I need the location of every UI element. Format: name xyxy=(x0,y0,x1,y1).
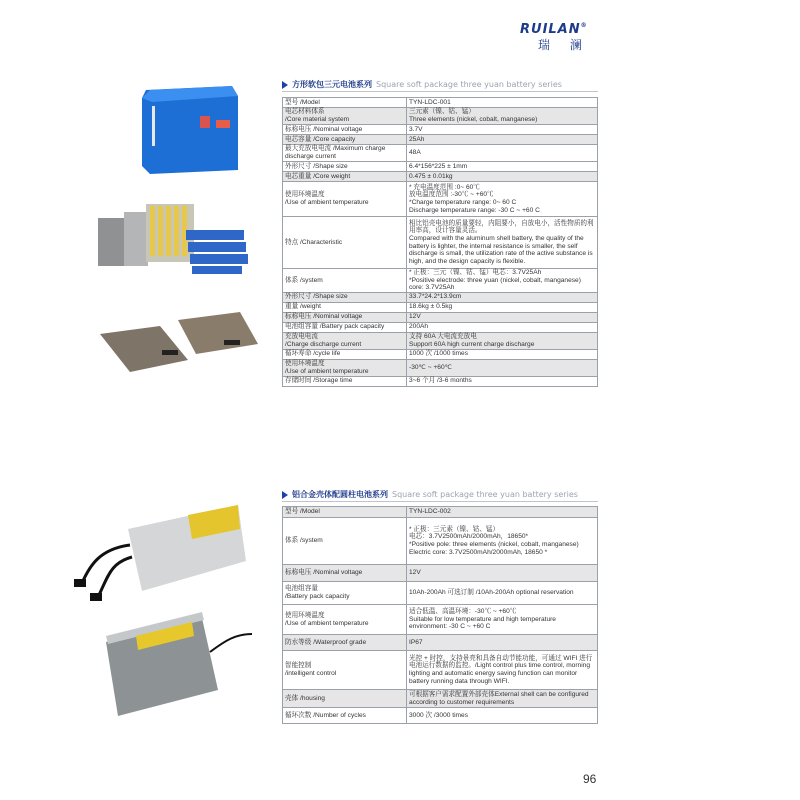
spec-value: 12V xyxy=(407,565,598,582)
spec-label: 标称电压 /Nominal voltage xyxy=(283,565,407,582)
spec-row xyxy=(283,322,598,332)
spec-label: 循环次数 /Number of cycles xyxy=(283,708,407,724)
spec-label: 最大充放电电流 /Maximum charge discharge current xyxy=(283,145,407,162)
triangle-bullet-icon xyxy=(282,491,288,499)
spec-row xyxy=(283,108,598,125)
spec-value: 3~6 个月 /3-6 months xyxy=(407,376,598,386)
spec-row xyxy=(283,98,598,108)
spec-row xyxy=(283,651,598,690)
spec-label: 充放电电流 /Charge discharge current xyxy=(283,332,407,349)
page-number: 96 xyxy=(583,772,597,786)
spec-label: 使用环境温度 /Use of ambient temperature xyxy=(283,605,407,635)
soft-pack-module-image xyxy=(100,310,260,380)
soft-pack-battery-image xyxy=(138,80,246,176)
aluminum-battery-box-image xyxy=(70,505,250,605)
spec-label: 标称电压 /Nominal voltage xyxy=(283,125,407,135)
spec-row xyxy=(283,635,598,651)
spec-value: 33.7*24.2*13.9cm xyxy=(407,292,598,302)
spec-value: 光控 + 时控，支持景亮和具备自动节能功能，可通过 WIFI 进行电池运行数据的监控。/Light control plus time control, morning lighting and automatic energy saving function can monitor battery running data through WIFI. xyxy=(407,651,598,690)
section2-title-cn: 铝合金壳体配圆柱电池系列 xyxy=(292,490,388,499)
spec-label: 外形尺寸 /Shape size xyxy=(283,292,407,302)
spec-value: * 正极：三元素（镍、钴、锰） 电芯：3.7V2500mAh/2000mAh，18650* *Positive pole: three elements (nickel, cobalt, manganese) Electric core: 3.7V2500mAh/2000mAh, 18650 * xyxy=(407,518,598,565)
spec-label: 智能控制 /intelligent control xyxy=(283,651,407,690)
spec-value: * 正极：三元（镍、钴、锰）电芯：3.7V25Ah *Positive electrode: three yuan (nickel, cobalt, manganese) core: 3.7V25Ah xyxy=(407,269,598,293)
spec-label: 电池组容量 /Battery pack capacity xyxy=(283,322,407,332)
spec-value: 6.4*156*225 ± 1mm xyxy=(407,162,598,172)
section2-title-en: Square soft package three yuan battery series xyxy=(392,490,578,499)
spec-row xyxy=(283,302,598,312)
spec-label: 存储时间 /Storage time xyxy=(283,376,407,386)
spec-label: 电芯重量 /Core weight xyxy=(283,172,407,182)
spec-value: 25Ah xyxy=(407,135,598,145)
spec-value: 0.475 ± 0.01kg xyxy=(407,172,598,182)
logo-chinese-name: 瑞 澜 xyxy=(538,38,590,52)
section2-divider xyxy=(282,501,598,502)
spec-row xyxy=(283,582,598,605)
spec-label: 电芯材料体系 /Core material system xyxy=(283,108,407,125)
section2-heading xyxy=(282,489,578,500)
spec-row xyxy=(283,217,598,269)
spec-row xyxy=(283,565,598,582)
spec-row xyxy=(283,145,598,162)
brand-logo xyxy=(520,22,600,53)
spec-label: 电芯容量 /Core capacity xyxy=(283,135,407,145)
spec-row xyxy=(283,349,598,359)
spec-label: 标称电压 /Nominal voltage xyxy=(283,312,407,322)
spec-value: TYN-LDC-002 xyxy=(407,507,598,518)
section1-heading xyxy=(282,79,562,90)
triangle-bullet-icon xyxy=(282,81,288,89)
spec-row xyxy=(283,269,598,293)
spec-value: 可根据客户需求配置外部壳体External shell can be configured according to customer requirements xyxy=(407,690,598,708)
spec-label: 体系 /system xyxy=(283,518,407,565)
spec-value: 10Ah-200Ah 可选订制 /10Ah-200Ah optional reservation xyxy=(407,582,598,605)
battery-cells-group-image xyxy=(90,190,265,280)
spec-label: 电池组容量 /Battery pack capacity xyxy=(283,582,407,605)
spec-label: 使用环境温度 /Use of ambient temperature xyxy=(283,182,407,217)
section1-title-cn: 方形软包三元电池系列 xyxy=(292,80,372,89)
spec-value: 18.6kg ± 0.5kg xyxy=(407,302,598,312)
spec-value: IP67 xyxy=(407,635,598,651)
spec-row xyxy=(283,312,598,322)
spec-label: 型号 /Model xyxy=(283,507,407,518)
spec-row xyxy=(283,605,598,635)
spec-row xyxy=(283,376,598,386)
spec-value: 12V xyxy=(407,312,598,322)
spec-label: 壳体 /housing xyxy=(283,690,407,708)
spec-label: 外形尺寸 /Shape size xyxy=(283,162,407,172)
logo-wordmark: RUILAN® xyxy=(520,22,588,37)
spec-row xyxy=(283,690,598,708)
aluminum-controller-box-image xyxy=(106,612,256,722)
spec-value: 3000 次 /3000 times xyxy=(407,708,598,724)
spec-label: 使用环境温度 /Use of ambient temperature xyxy=(283,359,407,376)
spec-row xyxy=(283,135,598,145)
spec-value: 三元素（镍、钴、锰） Three elements (nickel, cobalt, manganese) xyxy=(407,108,598,125)
spec-value: 1000 次 /1000 times xyxy=(407,349,598,359)
spec-label: 防水等级 /Waterproof grade xyxy=(283,635,407,651)
spec-row xyxy=(283,507,598,518)
spec-value: -30℃ ~ +60℃ xyxy=(407,359,598,376)
spec-label: 体系 /system xyxy=(283,269,407,293)
spec-row xyxy=(283,182,598,217)
spec-value: 相比铝壳电池的质量要轻，内阻要小，自放电小，活性物质的利用率高，设计容量灵活。 Compared with the aluminum shell battery, the quality of the battery is lighter, the internal resistance is smaller, the self discharge is small, the utilization rate of the active substance is high, and the design capacity is flexible. xyxy=(407,217,598,269)
spec-row xyxy=(283,162,598,172)
spec-row xyxy=(283,518,598,565)
spec-row xyxy=(283,172,598,182)
spec-label: 循环寿命 /cycle life xyxy=(283,349,407,359)
section1-divider xyxy=(282,91,598,92)
spec-label: 型号 /Model xyxy=(283,98,407,108)
spec-row xyxy=(283,359,598,376)
spec-row xyxy=(283,332,598,349)
spec-value: 48A xyxy=(407,145,598,162)
spec-row xyxy=(283,125,598,135)
spec-value: 支持 60A 大电流充放电 Support 60A high current charge discharge xyxy=(407,332,598,349)
spec-value: TYN-LDC-001 xyxy=(407,98,598,108)
section2-spec-table xyxy=(282,506,598,724)
spec-value: 200Ah xyxy=(407,322,598,332)
spec-row xyxy=(283,708,598,724)
section1-spec-table xyxy=(282,97,598,387)
section1-title-en: Square soft package three yuan battery series xyxy=(376,80,562,89)
spec-label: 重量 /weight xyxy=(283,302,407,312)
spec-label: 特点 /Characteristic xyxy=(283,217,407,269)
spec-value: 适合低温、高温环境：-30℃ ~ +60℃ Suitable for low temperature and high temperature environment: -30 C ~ +60 C xyxy=(407,605,598,635)
spec-value: 3.7V xyxy=(407,125,598,135)
spec-row xyxy=(283,292,598,302)
spec-value: * 充电温度范围 :0~ 60℃ 放电温度范围 :-30℃ ~ +60℃ *Charge temperature range: 0~ 60 C Discharge temperature range: -30 C ~ +60 C xyxy=(407,182,598,217)
